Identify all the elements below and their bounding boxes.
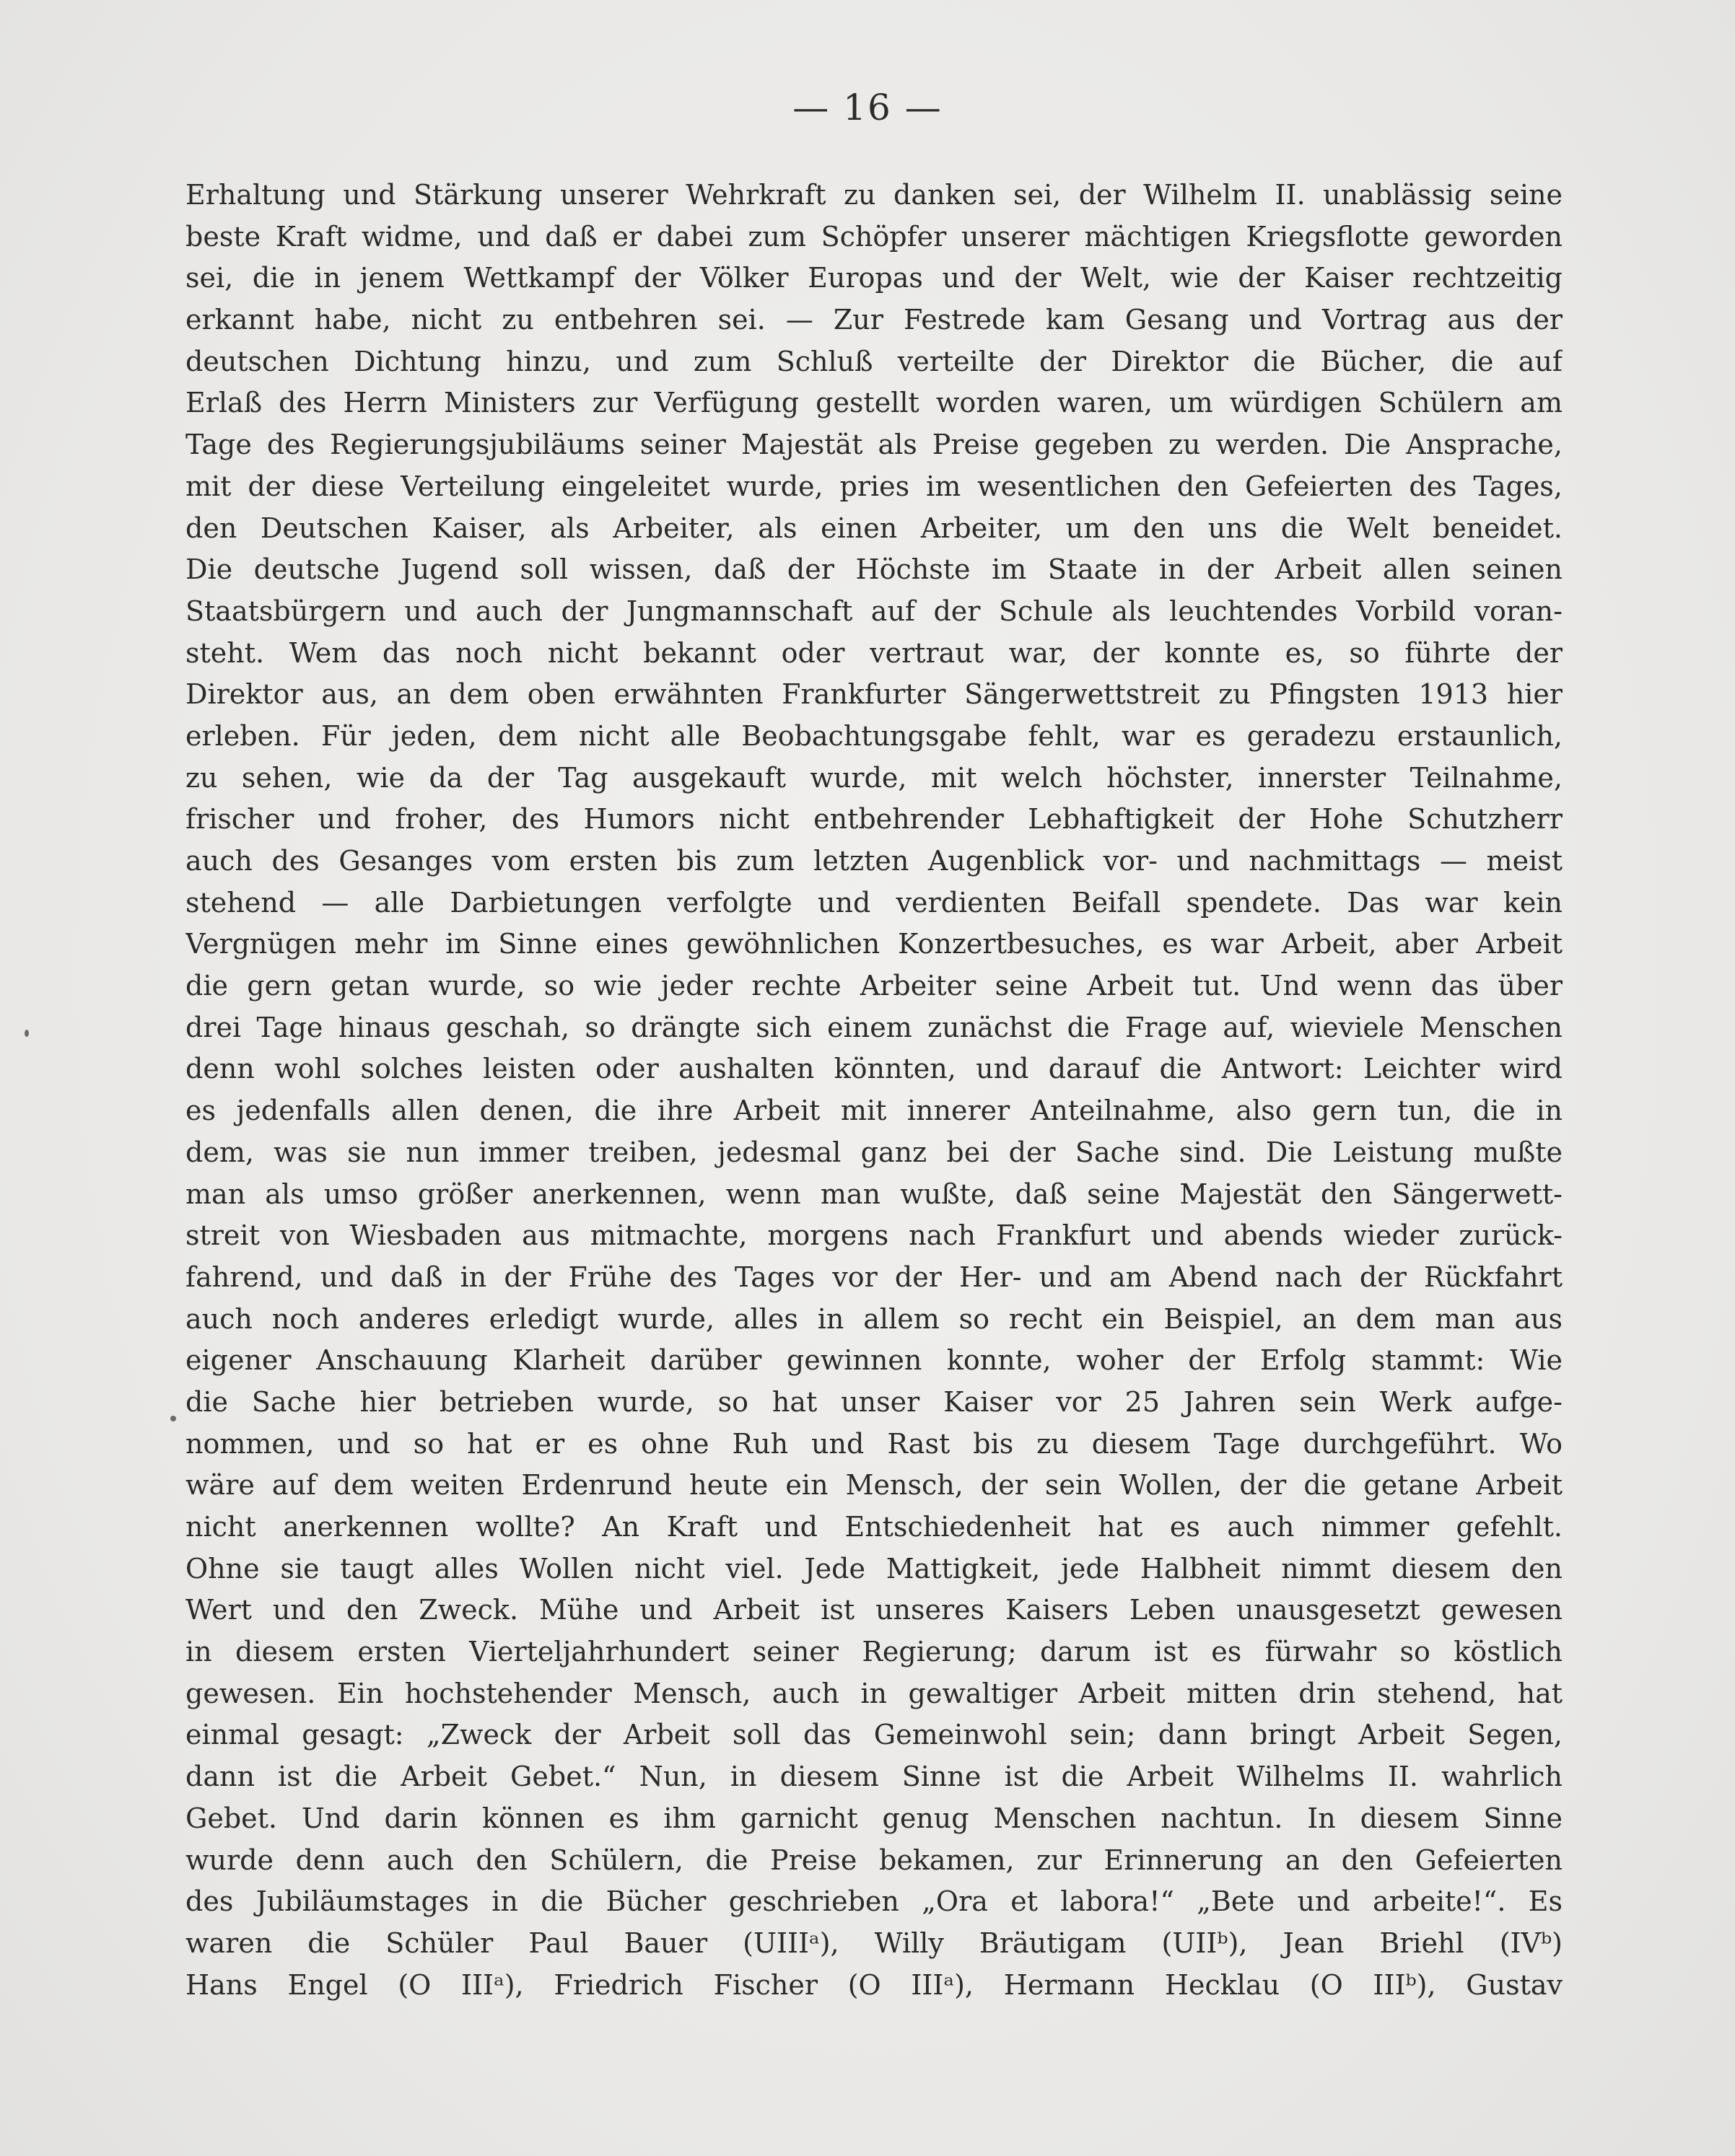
text-line: man als umso größer anerkennen, wenn man wußte, daß seine Majestät den Sängerwett-	[185, 1178, 1563, 1210]
text-line: des Jubiläumstages in die Bücher geschrieben „Ora et labora!“ „Bete und arbeite!“. Es	[185, 1885, 1563, 1918]
text-line: einmal gesagt: „Zweck der Arbeit soll das Gemeinwohl sein; dann bringt Arbeit Segen,	[185, 1719, 1563, 1751]
text-line: wurde denn auch den Schülern, die Preise bekamen, zur Erinnerung an den Gefeierten	[185, 1844, 1563, 1876]
text-line: auch noch anderes erledigt wurde, alles in allem so recht ein Beispiel, an dem man aus	[185, 1302, 1563, 1335]
page-number: — 16 —	[792, 87, 943, 128]
ink-speck	[25, 1030, 29, 1037]
text-line: steht. Wem das noch nicht bekannt oder vertraut war, der konnte es, so führte der	[185, 636, 1563, 669]
text-line: Wert und den Zweck. Mühe und Arbeit ist unseres Kaisers Leben unausgesetzt gewesen	[185, 1594, 1563, 1626]
text-line: denn wohl solches leisten oder aushalten könnten, und darauf die Antwort: Leichter wird	[185, 1053, 1563, 1085]
text-line: stehend — alle Darbietungen verfolgte und verdienten Beifall spendete. Das war kein	[185, 886, 1563, 919]
text-line: erkannt habe, nicht zu entbehren sei. — Zur Festrede kam Gesang und Vortrag aus der	[185, 304, 1563, 336]
text-line: deutschen Dichtung hinzu, und zum Schluß verteilte der Direktor die Bücher, die auf	[185, 345, 1563, 377]
text-line: den Deutschen Kaiser, als Arbeiter, als einen Arbeiter, um den uns die Welt beneidet.	[185, 512, 1563, 544]
text-line: in diesem ersten Vierteljahrhundert seiner Regierung; darum ist es fürwahr so köstlich	[185, 1636, 1563, 1668]
text-line: die gern getan wurde, so wie jeder rechte Arbeiter seine Arbeit tut. Und wenn das über	[185, 970, 1563, 1002]
text-line: Gebet. Und darin können es ihm garnicht genug Menschen nachtun. In diesem Sinne	[185, 1802, 1563, 1834]
text-line: Staatsbürgern und auch der Jungmannschaft auf der Schule als leuchtendes Vorbild voran-	[185, 595, 1563, 627]
text-line: Direktor aus, an dem oben erwähnten Frankfurter Sängerwettstreit zu Pfingsten 1913 hier	[185, 678, 1563, 711]
text-line: zu sehen, wie da der Tag ausgekauft wurde, mit welch höchster, innerster Teilnahme,	[185, 761, 1563, 794]
text-line: Erlaß des Herrn Ministers zur Verfügung gestellt worden waren, um würdigen Schülern am	[185, 387, 1563, 419]
text-line: gewesen. Ein hochstehender Mensch, auch in gewaltiger Arbeit mitten drin stehend, hat	[185, 1677, 1563, 1709]
text-line: auch des Gesanges vom ersten bis zum letzten Augenblick vor- und nachmittags — meist	[185, 845, 1563, 877]
text-line: nicht anerkennen wollte? An Kraft und Entschiedenheit hat es auch nimmer gefehlt.	[185, 1511, 1563, 1543]
text-line: fahrend, und daß in der Frühe des Tages vor der Her- und am Abend nach der Rückfahrt	[185, 1261, 1563, 1293]
text-line: frischer und froher, des Humors nicht entbehrender Lebhaftigkeit der Hohe Schutzherr	[185, 803, 1563, 836]
text-line: eigener Anschauung Klarheit darüber gewinnen konnte, woher der Erfolg stammt: Wie	[185, 1344, 1563, 1377]
text-line: drei Tage hinaus geschah, so drängte sich einem zunächst die Frage auf, wieviele Menschen	[185, 1011, 1563, 1043]
text-line: Vergnügen mehr im Sinne eines gewöhnlichen Konzertbesuches, es war Arbeit, aber Arbeit	[185, 928, 1563, 960]
text-line: Tage des Regierungsjubiläums seiner Majestät als Preise gegeben zu werden. Die Ansprache,	[185, 429, 1563, 461]
body-text	[185, 175, 1563, 2006]
text-line: dann ist die Arbeit Gebet.“ Nun, in diesem Sinne ist die Arbeit Wilhelms II. wahrlich	[185, 1761, 1563, 1793]
text-line: wäre auf dem weiten Erdenrund heute ein Mensch, der sein Wollen, der die getane Arbeit	[185, 1469, 1563, 1502]
text-line: waren die Schüler Paul Bauer (UIIIᵃ), Willy Bräutigam (UIIᵇ), Jean Briehl (IVᵇ)	[185, 1927, 1563, 1959]
text-line: Die deutsche Jugend soll wissen, daß der Höchste im Staate in der Arbeit allen seinen	[185, 553, 1563, 586]
text-line: es jedenfalls allen denen, die ihre Arbeit mit innerer Anteilnahme, also gern tun, die in	[185, 1095, 1563, 1127]
ink-speck	[170, 1416, 176, 1421]
text-line: beste Kraft widme, und daß er dabei zum Schöpfer unserer mächtigen Kriegsflotte geworden	[185, 220, 1563, 253]
text-line: sei, die in jenem Wettkampf der Völker Europas und der Welt, wie der Kaiser rechtzeitig	[185, 262, 1563, 294]
text-line: dem, was sie nun immer treiben, jedesmal ganz bei der Sache sind. Die Leistung mußte	[185, 1136, 1563, 1168]
text-line: Hans Engel (O IIIᵃ), Friedrich Fischer (O IIIᵃ), Hermann Hecklau (O IIIᵇ), Gustav	[185, 1968, 1563, 2001]
text-line: nommen, und so hat er es ohne Ruh und Rast bis zu diesem Tage durchgeführt. Wo	[185, 1427, 1563, 1460]
text-line: Erhaltung und Stärkung unserer Wehrkraft zu danken sei, der Wilhelm II. unablässig seine	[185, 179, 1563, 211]
text-line: mit der diese Verteilung eingeleitet wurde, pries im wesentlichen den Gefeierten des Tages,	[185, 470, 1563, 502]
text-line: die Sache hier betrieben wurde, so hat unser Kaiser vor 25 Jahren sein Werk aufge-	[185, 1385, 1563, 1418]
text-line: Ohne sie taugt alles Wollen nicht viel. Jede Mattigkeit, jede Halbheit nimmt diesem den	[185, 1552, 1563, 1585]
text-line: erleben. Für jeden, dem nicht alle Beobachtungsgabe fehlt, war es geradezu erstaunlich,	[185, 719, 1563, 752]
text-line: streit von Wiesbaden aus mitmachte, morgens nach Frankfurt und abends wieder zurück-	[185, 1219, 1563, 1252]
